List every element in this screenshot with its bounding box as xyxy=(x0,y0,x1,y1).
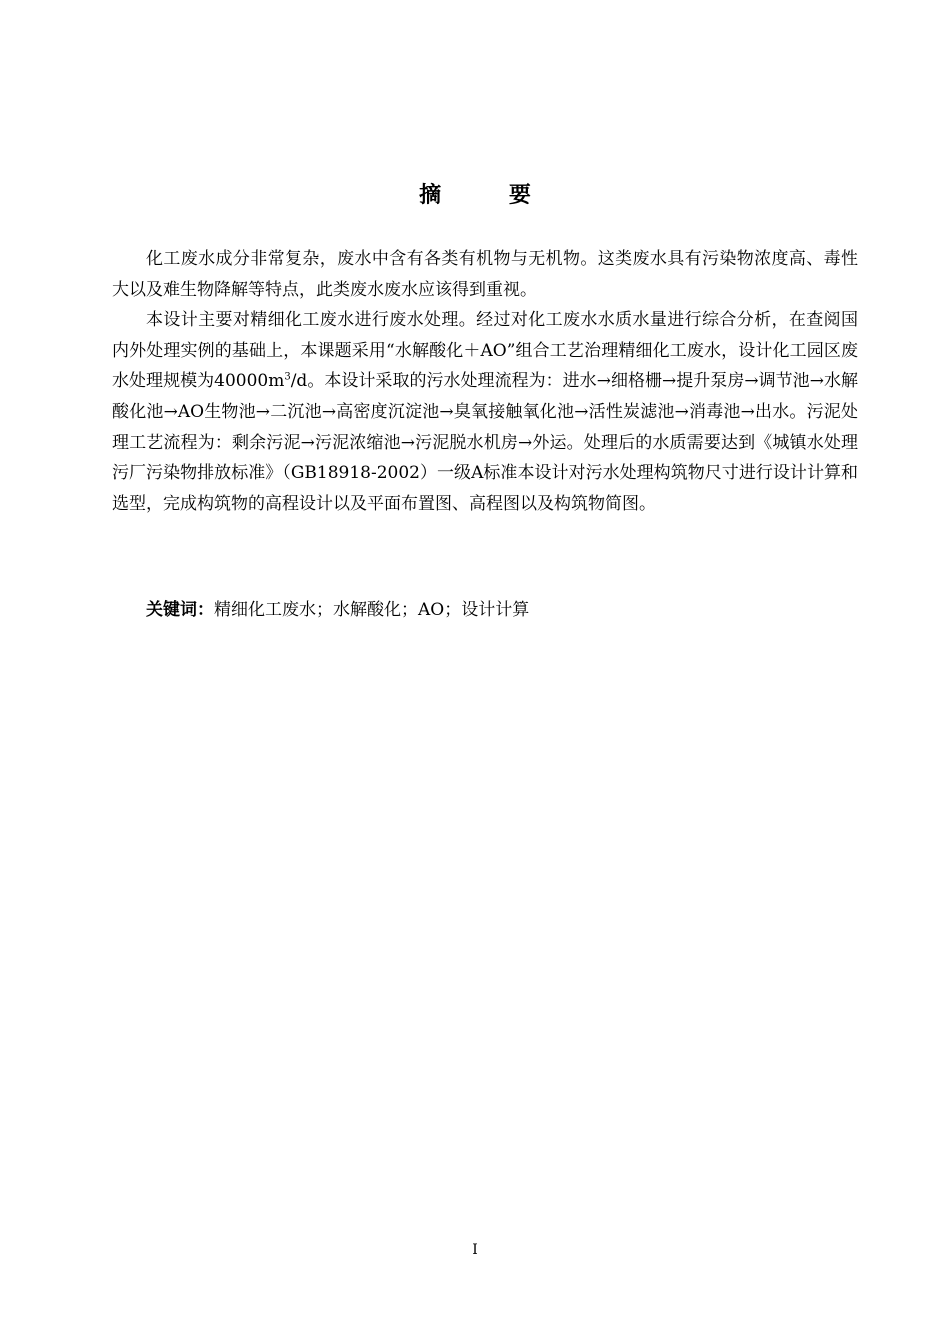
keywords-text: 精细化工废水；水解酸化；AO；设计计算 xyxy=(214,600,530,620)
abstract-title: 摘 要 xyxy=(419,183,561,208)
abstract-body xyxy=(112,244,858,519)
abstract-paragraph-2 xyxy=(112,305,858,519)
superscript-cubed: 3 xyxy=(284,371,291,383)
keywords-label: 关键词： xyxy=(146,600,214,620)
paragraph-2-text-b: /d。本设计采取的污水处理流程为：进水→细格栅→提升泵房→调节池→水解酸化池→AO生物池→二沉池→高密度沉淀池→臭氧接触氧化池→活性炭滤池→消毒池→出水。污泥处理工艺流程为：剩余污泥→污泥浓缩池→污泥脱水机房→外运。处理后的水质需要达到《城镇水处理污厂污染物排放标准》（GB18918-2002）一级A标准本设计对污水处理构筑物尺寸进行设计计算和选型，完成构筑物的高程设计以及平面布置图、高程图以及构筑物简图。 xyxy=(112,371,858,514)
page-number: I xyxy=(472,1242,478,1258)
keywords-line xyxy=(112,596,858,624)
abstract-paragraph-1: 化工废水成分非常复杂，废水中含有各类有机物与无机物。这类废水具有污染物浓度高、毒性大以及难生物降解等特点，此类废水废水应该得到重视。 xyxy=(112,249,858,300)
paragraph-2-text-a: 本设计主要对精细化工废水进行废水处理。经过对化工废水水质水量进行综合分析，在查阅国内外处理实例的基础上，本课题采用“水解酸化＋AO”组合工艺治理精细化工废水，设计化工园区废水处理规模为40000m xyxy=(112,310,858,392)
